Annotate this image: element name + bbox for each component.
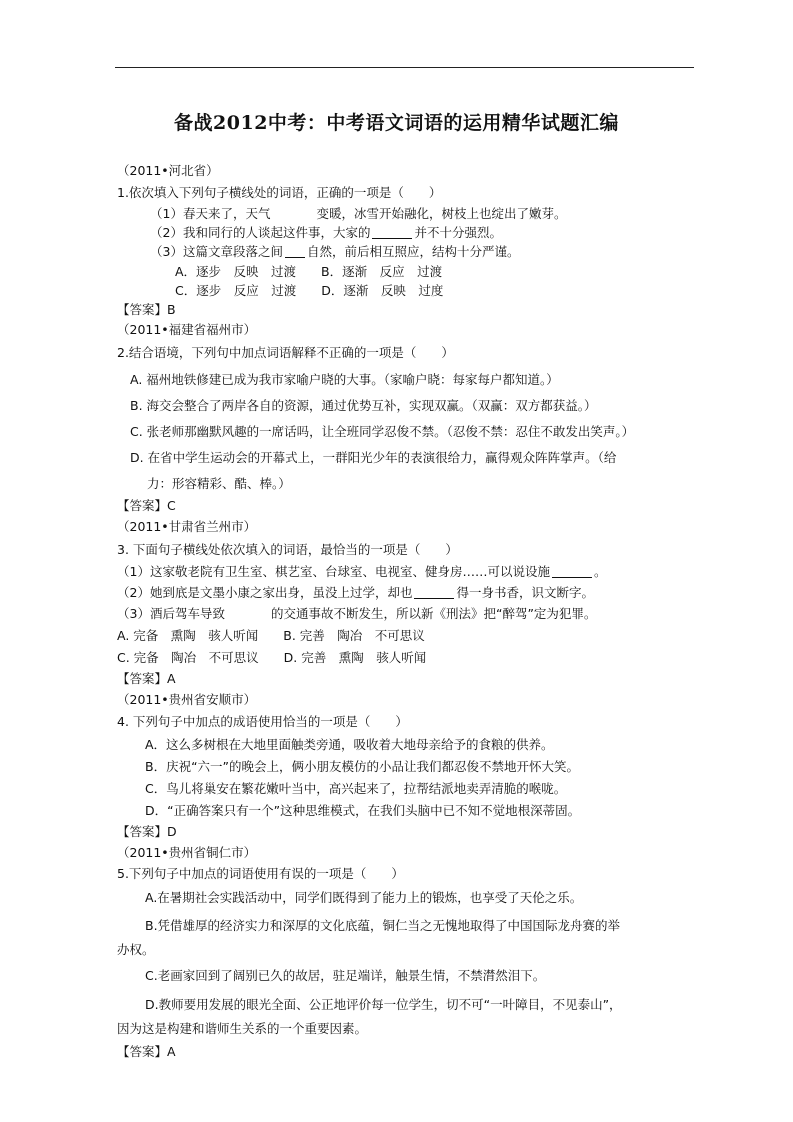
q1-answer: 【答案】B	[117, 302, 176, 317]
q2-option-d-line2: 力：形容精彩、酷、棒。）	[147, 476, 291, 491]
q3-sentence-1: （1）这家敬老院有卫生室、棋艺室、台球室、电视室、健身房……可以说设施 。	[117, 564, 607, 579]
q1-sentence-3: （3）这篇文章段落之间 自然，前后相互照应，结构十分严谨。	[150, 244, 520, 259]
q5-option-c: C.老画家回到了阔别已久的故居，驻足端详，触景生情，不禁潸然泪下。	[145, 968, 546, 983]
q5-option-d-line2: 因为这是构建和谐师生关系的一个重要因素。	[117, 1021, 368, 1036]
q1-stem: 1.依次填入下列句子横线处的词语，正确的一项是（ ）	[117, 185, 442, 200]
q5-option-a: A.在暑期社会实践活动中，同学们既得到了能力上的锻炼，也享受了天伦之乐。	[145, 890, 583, 905]
q2-answer: 【答案】C	[117, 498, 176, 513]
q2-option-c: C. 张老师那幽默风趣的一席话吗，让全班同学忍俊不禁。（忍俊不禁：忍住不敢发出笑声。）	[130, 424, 635, 439]
header-rule	[115, 67, 694, 68]
q4-option-a: A．这么多树根在大地里面触类旁通，吸收着大地母亲给予的食粮的供养。	[145, 737, 554, 752]
q2-source: （2011•福建省福州市）	[117, 322, 257, 337]
q1-sentence-2: （2）我和同行的人谈起这件事，大家的 并不十分强烈。	[150, 225, 502, 240]
q4-option-b: B．庆祝“六一”的晚会上，俩小朋友模仿的小品让我们都忍俊不禁地开怀大笑。	[145, 759, 580, 774]
q5-option-b-line1: B.凭借雄厚的经济实力和深厚的文化底蕴，铜仁当之无愧地取得了中国国际龙舟赛的举	[145, 918, 621, 933]
q3-sentence-2: （2）她到底是文墨小康之家出身，虽没上过学，却也 得一身书香，识文断字。	[117, 585, 594, 600]
q1-options-ab: A．逐步 反映 过渡 B．逐渐 反应 过渡	[175, 264, 443, 279]
q5-stem: 5.下列句子中加点的词语使用有误的一项是（ ）	[117, 866, 404, 881]
q4-option-d: D．“正确答案只有一个”这种思维模式，在我们头脑中已不知不觉地根深蒂固。	[145, 803, 581, 818]
q5-option-d-line1: D.教师要用发展的眼光全面、公正地评价每一位学生，切不可“一叶障目，不见泰山”，	[145, 997, 622, 1012]
q1-source: （2011•河北省）	[117, 163, 219, 178]
q4-option-c: C．鸟儿将巢安在繁花嫩叶当中，高兴起来了，拉帮结派地卖弄清脆的喉咙。	[145, 781, 567, 796]
page-title: 备战2012中考：中考语文词语的运用精华试题汇编	[174, 112, 619, 134]
q1-sentence-1: （1）春天来了，天气 变暖，冰雪开始融化，树枝上也绽出了嫩芽。	[150, 206, 567, 221]
q3-options-ab: A. 完备 熏陶 骇人听闻 B. 完善 陶冶 不可思议	[117, 628, 425, 643]
q1-options-cd: C．逐步 反应 过渡 D．逐渐 反映 过度	[175, 283, 444, 298]
q2-option-a: A. 福州地铁修建已成为我市家喻户晓的大事。（家喻户晓：每家每户都知道。）	[130, 372, 559, 387]
q4-answer: 【答案】D	[117, 824, 177, 839]
q3-stem: 3. 下面句子横线处依次填入的词语，最恰当的一项是（ ）	[117, 542, 458, 557]
q2-option-d-line1: D. 在省中学生运动会的开幕式上，一群阳光少年的表演很给力，赢得观众阵阵掌声。（给	[130, 450, 617, 465]
q3-answer: 【答案】A	[117, 671, 176, 686]
q3-options-cd: C. 完备 陶冶 不可思议 D. 完善 熏陶 骇人听闻	[117, 650, 427, 665]
q2-option-b: B. 海交会整合了两岸各自的资源，通过优势互补，实现双赢。（双赢：双方都获益。）	[130, 398, 597, 413]
q4-stem: 4. 下列句子中加点的成语使用恰当的一项是（ ）	[117, 714, 408, 729]
q4-source: （2011•贵州省安顺市）	[117, 692, 257, 707]
q5-option-b-line2: 办权。	[117, 942, 155, 957]
q3-sentence-3: （3）酒后驾车导致 的交通事故不断发生，所以新《刑法》把“醉驾”定为犯罪。	[117, 606, 597, 621]
q5-answer: 【答案】A	[117, 1044, 176, 1059]
q5-source: （2011•贵州省铜仁市）	[117, 845, 257, 860]
q3-source: （2011•甘肃省兰州市）	[117, 519, 257, 534]
q2-stem: 2.结合语境，下列句中加点词语解释不正确的一项是（ ）	[117, 345, 454, 360]
